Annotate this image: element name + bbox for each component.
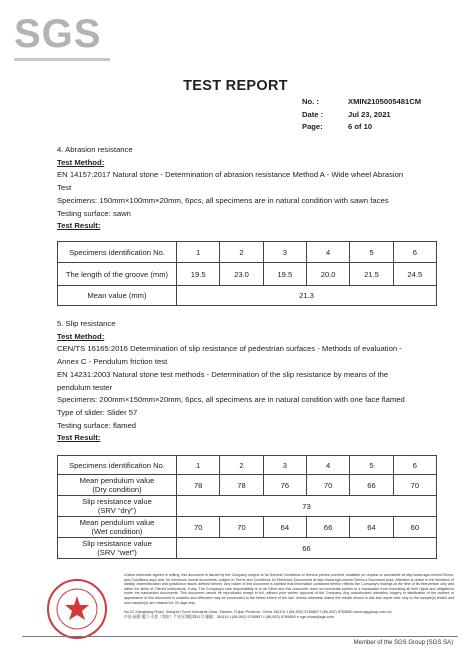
- table-cell: 78: [177, 475, 220, 496]
- table-cell: 70: [306, 475, 349, 496]
- table-cell: 70: [220, 517, 263, 538]
- meta-label: No. :: [302, 97, 319, 106]
- table-cell: 21.3: [177, 286, 437, 306]
- method-line: Test: [57, 183, 72, 193]
- meta-label: Page:: [302, 122, 323, 131]
- logo-text: SGS: [14, 12, 102, 56]
- table-cell: 19.5: [263, 263, 306, 286]
- footer-disclaimer: Unless otherwise agreed in writing, this document is issued by the Company subject to its General Conditions of Service printed overleaf, available on request or accessible at http://www.sgs.com/en/Terms-and-Conditions.aspx and, for electronic format documents, subject to Terms and Conditions for Electronic Documents at http://www.sgs.com/en/Terms-e-Document.aspx. Attention is drawn to the limitation of liability, indemnification and jurisdiction issues defined therein. Any holder of this document is advised that information contained hereon reflects the Company's findings at the time of its intervention only and within the limits of Client's instructions, if any. The Company's sole responsibility is to its Client and this document does not exonerate parties to a transaction from exercising all their rights and obligations under the transaction documents. This document cannot be reproduced except in full, without prior written approval of the Company. Any unauthorized alteration, forgery or falsification of the content or appearance of this document is unlawful and offenders may be prosecuted to the fullest extent of the law. Unless otherwise stated the results shown in this test report refer only to the sample(s) tested and such sample(s) are retained for 30 days only.: [124, 573, 454, 605]
- table-cell: 64: [350, 517, 393, 538]
- table-cell: 1: [177, 242, 220, 263]
- section-heading: 5. Slip resistance: [57, 319, 116, 328]
- table-cell: 60: [393, 517, 436, 538]
- method-label: Test Method:: [57, 331, 105, 341]
- meta-row-date: [302, 109, 421, 122]
- table-cell: 5: [350, 242, 393, 263]
- method-line: EN 14231:2003 Natural stone test methods - Determination of the slip resistance by means of the: [57, 369, 389, 379]
- result-label: Test Result:: [57, 221, 101, 231]
- footer-address: [124, 610, 454, 620]
- method-line: Type of slider: Slider 57: [57, 407, 138, 417]
- table-cell: [58, 475, 177, 496]
- table-cell: 19.5: [177, 263, 220, 286]
- table-row: [58, 475, 437, 496]
- method-line: Specimens: 150mm×100mm×20mm, 6pcs, all specimens are in natural condition with sawn faces: [57, 195, 389, 205]
- table-cell: [58, 517, 177, 538]
- table-cell: 3: [263, 456, 306, 475]
- table-cell: 3: [263, 242, 306, 263]
- method-line: Annex C - Pendulum friction test: [57, 357, 168, 367]
- cell-line: (SRV “wet”): [97, 548, 137, 557]
- address-line: 中国·福建·厦门·火炬（翔安）产业区翔虹路31号 邮编：361101 t (86-592) 5765857 f (86-592) 5765860 e sgs.china@sgs.com: [124, 615, 334, 619]
- table-cell: 70: [177, 517, 220, 538]
- table-row: [58, 456, 437, 475]
- table-cell: [58, 496, 177, 517]
- meta-value: 6 of 10: [348, 122, 373, 131]
- abrasion-table: [57, 241, 437, 306]
- table-cell: 20.0: [306, 263, 349, 286]
- cell-line: Mean pendulum value: [79, 518, 155, 527]
- member-note: Member of the SGS Group (SGS SA): [353, 640, 453, 646]
- table-row: [58, 242, 437, 263]
- table-row: [58, 517, 437, 538]
- table-cell: 2: [220, 456, 263, 475]
- table-cell: 4: [306, 242, 349, 263]
- table-cell: 78: [220, 475, 263, 496]
- slip-table: [57, 455, 437, 559]
- table-cell: 6: [393, 242, 436, 263]
- table-row: [58, 496, 437, 517]
- table-cell: 24.5: [393, 263, 436, 286]
- table-cell: 6: [393, 456, 436, 475]
- table-row: [58, 286, 437, 306]
- method-line: CEN/TS 16165:2016 Determination of slip resistance of pedestrian surfaces - Methods of evaluation -: [57, 344, 402, 354]
- table-cell: 4: [306, 456, 349, 475]
- table-cell: 23.0: [220, 263, 263, 286]
- table-cell: 76: [263, 475, 306, 496]
- footer-divider: [22, 636, 458, 637]
- table-cell: 5: [350, 456, 393, 475]
- table-cell: 21.5: [350, 263, 393, 286]
- method-line: Testing surface: sawn: [57, 208, 131, 218]
- report-meta: [302, 96, 421, 134]
- table-cell: Mean value (mm): [58, 286, 177, 306]
- meta-value: XMIN2105005481CM: [348, 97, 422, 106]
- method-line: Specimens: 200mm×150mm×20mm, 6pcs, all specimens are in natural condition with one face flamed: [57, 395, 405, 405]
- meta-row-page: [302, 121, 421, 134]
- table-cell: 73: [177, 496, 437, 517]
- table-cell: 2: [220, 242, 263, 263]
- table-cell: 70: [393, 475, 436, 496]
- meta-label: Date :: [302, 109, 324, 119]
- meta-row-number: [302, 96, 421, 109]
- seal-icon: [46, 578, 108, 640]
- table-cell: 1: [177, 456, 220, 475]
- result-label: Test Result:: [57, 433, 101, 443]
- table-cell: 64: [263, 517, 306, 538]
- address-line: No.31 Xianghong Road, Xiang'An Torch Industrial Zone, Xiamen, Fujian Province, China 361101 t (86-592) 5765857 f (86-592) 5765860 www.sgsgroup.com.cn: [124, 610, 392, 614]
- company-seal: [46, 578, 108, 640]
- section-slip: [57, 318, 437, 445]
- cell-line: (SRV “dry”): [97, 506, 137, 515]
- table-cell: 66: [306, 517, 349, 538]
- report-title: TEST REPORT: [183, 78, 288, 94]
- table-cell: 66: [177, 538, 437, 559]
- section-abrasion: [57, 144, 437, 233]
- table-row: [58, 263, 437, 286]
- section-heading: 4. Abrasion resistance: [57, 145, 133, 154]
- table-cell: Specimens identification No.: [58, 242, 177, 263]
- method-line: pendulum tester: [57, 382, 113, 392]
- table-cell: Specimens identification No.: [58, 456, 177, 475]
- method-label: Test Method:: [57, 157, 105, 167]
- method-line: EN 14157:2017 Natural stone - Determination of abrasion resistance Method A - Wide wheel Abrasion: [57, 170, 404, 180]
- cell-line: Slip resistance value: [82, 497, 152, 506]
- table-cell: [58, 538, 177, 559]
- cell-line: Mean pendulum value: [79, 476, 155, 485]
- cell-line: (Wet condition): [91, 527, 143, 536]
- meta-value: Jul 23, 2021: [348, 109, 391, 119]
- method-line: Testing surface: flamed: [57, 420, 137, 430]
- table-cell: The length of the groove (mm): [58, 263, 177, 286]
- cell-line: (Dry condition): [92, 485, 142, 494]
- table-cell: 66: [350, 475, 393, 496]
- cell-line: Slip resistance value: [82, 539, 152, 548]
- table-row: [58, 538, 437, 559]
